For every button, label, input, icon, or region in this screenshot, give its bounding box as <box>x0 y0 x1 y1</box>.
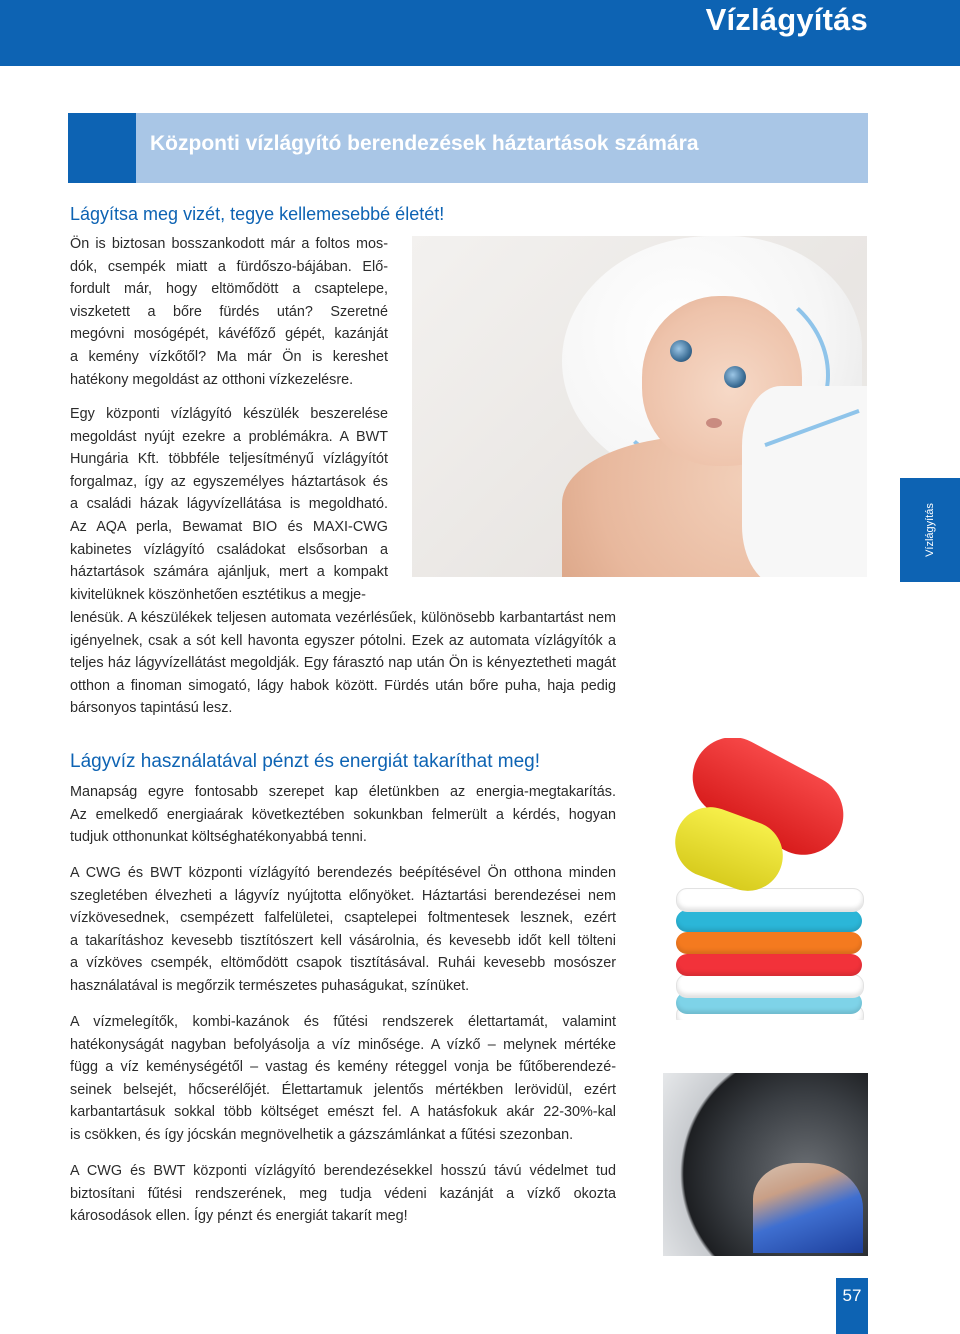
text-line: a kemény vízkőtől? Ma már Ön is kereshet <box>70 348 388 365</box>
paragraph-limescale-heating <box>70 1011 616 1147</box>
text-line: a vízköves csempék, eltömődött csapok tisztításával. Ruhái kevesebb mosószer <box>70 955 616 972</box>
section-accent-block <box>68 113 136 183</box>
paragraph-central-softener-cont <box>70 607 616 720</box>
baby-mouth <box>706 418 722 428</box>
text-line: A CWG és BWT központi vízlágyító berendezés beépítésével Ön otthona minden <box>70 865 616 881</box>
text-line: seinek belsejét, hőcserélőjét. Élettartamuk jelentős mértékben lerövidül, ezért <box>70 1081 616 1098</box>
section-title-band <box>68 113 868 183</box>
text-line: háztartások számára ajánljuk, mert a kompakt <box>70 564 388 581</box>
folded-towel <box>676 932 862 954</box>
paragraph-intro <box>70 233 388 391</box>
text-line: károsodások ellen. Így pénzt és energiát takarít meg! <box>70 1208 408 1225</box>
text-line: Egy központi vízlágyító készülék beszerelése <box>70 406 388 422</box>
text-line: használatával is megőrzik természetes puhaságukat, színüket. <box>70 977 470 994</box>
text-line: megóvni mosógépét, kávéfőző gépét, kazánját <box>70 326 388 343</box>
folded-towel <box>676 974 864 998</box>
page-number: 57 <box>842 1286 862 1305</box>
side-tab-label: Vízlágyítás <box>924 503 936 557</box>
text-line: karbantartásuk sokkal több költséget emészt fel. A hatásfokuk akár 22-30%-kal <box>70 1104 616 1121</box>
towel-front-shape <box>742 386 867 577</box>
baby-eye-right <box>724 366 746 388</box>
text-line: A vízmelegítők, kombi-kazánok és fűtési rendszerek élettartamát, valamint <box>70 1014 616 1030</box>
text-line: teljes ház lágyvízellátást megoldják. Egy fárasztó nap után Ön is kényeztetheti magát <box>70 655 616 672</box>
text-line: függ a víz keménységétől – vastag és kemény réteggel vonja be fűtőberendezé- <box>70 1059 616 1076</box>
text-line: igényelnek, csak a sót kell havonta egyszer pótolni. Ezek az automata vízlágyítók a <box>70 632 616 649</box>
baby-photo <box>412 236 867 577</box>
text-line: megoldást nyújt ezekre a problémákra. A BWT <box>70 428 388 445</box>
text-line: fordult már, hogy eltömődött a csaptelepe, <box>70 281 388 298</box>
text-line: hatékony megoldást az otthoni vízkezelésre. <box>70 371 354 388</box>
heading-soften-water: Lágyítsa meg vizét, tegye kellemesebbé életét! <box>70 204 445 224</box>
text-line: Manapság egyre fontosabb szerepet kap életünkben az energia-megtakarítás. <box>70 784 616 800</box>
text-line: otthon a finoman simogató, lágy habok között. Fürdés után bőre puha, haja pedig <box>70 677 616 694</box>
heading-save-money: Lágyvíz használatával pénzt és energiát takaríthat meg! <box>70 751 540 772</box>
text-line: Hungária Kft. többféle teljesítményű vízlágyítót <box>70 451 388 468</box>
text-line: viszketett a bőre fürdés után? Szeretné <box>70 303 388 320</box>
page-number-box <box>836 1278 868 1334</box>
text-line: Az AQA perla, Bewamat BIO és MAXI-CWG <box>70 518 388 535</box>
text-line: hatékonyságát nagyban befolyásolja a víz minősége. A vízkő – melynek mértéke <box>70 1036 616 1053</box>
text-line: Ön is biztosan bosszankodott már a foltos mos- <box>70 236 388 252</box>
text-line: lenésük. A készülékek teljesen automata vezérlésűek, különösebb karbantartást nem <box>70 610 616 626</box>
folded-towel <box>676 910 862 932</box>
text-line: is csökken, és így jócskán megnövelhetik a gázszámlánkat a fűtési szezonban. <box>70 1126 574 1143</box>
text-line: kabinetes vízlágyító családokat elsősorban a <box>70 541 388 558</box>
text-line: dók, csempék miatt a fürdőszo-bájában. Elő- <box>70 258 388 275</box>
drum-clothes-shape <box>753 1163 863 1253</box>
paragraph-central-softener <box>70 403 388 606</box>
baby-eye-left <box>670 340 692 362</box>
section-title: Központi vízlágyító berendezések háztartások számára <box>150 132 699 155</box>
folded-towel <box>676 954 862 976</box>
text-line: tudjuk otthonunkat költséghatékonyabbá tenni. <box>70 829 367 846</box>
washing-machine-photo <box>663 1073 868 1256</box>
paragraph-cwg-bwt-benefits <box>70 862 616 998</box>
side-tab <box>900 478 960 582</box>
text-line: bársonyos tapintású lesz. <box>70 700 233 717</box>
text-line: A CWG és BWT központi vízlágyító berendezésekkel hosszú távú védelmet tud <box>70 1163 616 1179</box>
text-line: forgalmaz, így az egyszemélyes háztartások és <box>70 473 388 490</box>
header-bar <box>0 0 960 66</box>
header-title: Vízlágyítás <box>705 2 868 37</box>
paragraph-energy-saving <box>70 781 616 849</box>
text-line: vízkövesednek, csempézett falfelületei, csaptelepei foltmentesek lesznek, ezért <box>70 910 616 927</box>
text-line: szegletében élvezheti a lágyvíz nyújtotta előnyöket. Háztartási berendezései nem <box>70 887 616 904</box>
text-line: biztosítani fűtési rendszerének, meg tudja védeni kazánját a vízkő okozta <box>70 1185 616 1202</box>
text-line: Az emelkedő energiaárak következtében sokunkban felmerült a kérdés, hogyan <box>70 806 616 823</box>
towels-photo <box>668 738 868 1020</box>
text-line: a családi házak lágyvízellátása is megoldható. <box>70 496 388 513</box>
text-line: a takarításhoz kevesebb tisztítószert kell vásárolnia, és kevesebb időt kell tölteni <box>70 932 616 949</box>
paragraph-long-term-protection <box>70 1160 616 1228</box>
text-line: kivitelüknek köszönhetően esztétikus a megje- <box>70 586 366 603</box>
folded-towel <box>676 888 864 912</box>
